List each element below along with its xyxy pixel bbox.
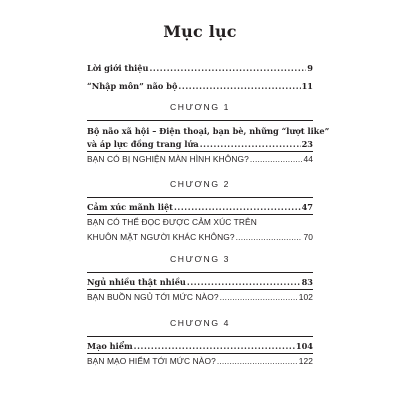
toc-entry-brain-intro[interactable] (87, 81, 313, 92)
entry-label: và áp lực đồng trang lứa (87, 139, 199, 149)
dot-leader (178, 81, 300, 92)
page-number: 102 (298, 292, 313, 302)
page-number: 11 (301, 81, 313, 91)
divider-line (87, 120, 313, 121)
page-number: 104 (295, 341, 313, 351)
divider-line (87, 272, 313, 273)
page-title: Mục lục (163, 22, 237, 41)
toc-entry-quiz-screen-addiction[interactable] (87, 154, 313, 165)
dot-leader (200, 139, 301, 150)
chapter-heading-4: CHƯƠNG 4 (170, 318, 230, 328)
divider-line (87, 214, 313, 215)
entry-label: KHUÔN MẶT NGƯỜI KHÁC KHÔNG? (87, 232, 235, 242)
chapter-heading-3: CHƯƠNG 3 (170, 254, 230, 264)
entry-label-line-1[interactable]: BẠN CÓ THỂ ĐỌC ĐƯỢC CẢM XÚC TRÊN (87, 217, 257, 227)
dot-leader (174, 202, 301, 213)
entry-label-line-1[interactable]: Bộ não xã hội – Điện thoại, bạn bè, những “lượt like” (87, 126, 330, 136)
divider-line (87, 289, 313, 290)
entry-label: BẠN CÓ BỊ NGHIỆN MÀN HÌNH KHÔNG? (87, 154, 249, 164)
page-number: 23 (301, 139, 313, 149)
divider-line (87, 151, 313, 152)
toc-entry-social-brain[interactable] (87, 139, 313, 150)
entry-label: Lời giới thiệu (87, 63, 149, 73)
dot-leader (187, 277, 301, 288)
entry-label: Mạo hiểm (87, 341, 133, 351)
divider-line (87, 353, 313, 354)
toc-entry-risk[interactable] (87, 341, 313, 352)
dot-leader (134, 341, 295, 352)
page-number: 122 (298, 356, 313, 366)
page-number: 9 (307, 63, 313, 73)
entry-label: Ngủ nhiều thật nhiều (87, 277, 186, 287)
dot-leader (250, 154, 303, 165)
toc-entry-sleep[interactable] (87, 277, 313, 288)
toc-entry-quiz-sleepy[interactable] (87, 292, 313, 303)
entry-label: Cảm xúc mãnh liệt (87, 202, 173, 212)
toc-entry-quiz-risk[interactable] (87, 356, 313, 367)
page-number: 70 (303, 232, 313, 242)
toc-entry-quiz-read-emotions[interactable] (87, 232, 313, 243)
divider-line (87, 336, 313, 337)
chapter-heading-1: CHƯƠNG 1 (170, 102, 230, 112)
toc-entry-strong-emotions[interactable] (87, 202, 313, 213)
divider-line (87, 197, 313, 198)
dot-leader (217, 356, 298, 367)
entry-label: BẠN BUỒN NGỦ TỚI MỨC NÀO? (87, 292, 219, 302)
toc-entry-intro[interactable] (87, 63, 313, 74)
entry-label: “Nhập môn” não bộ (87, 81, 178, 91)
dot-leader (149, 63, 306, 74)
page-number: 83 (301, 277, 313, 287)
chapter-heading-2: CHƯƠNG 2 (170, 179, 230, 189)
entry-label: BẠN MẠO HIỂM TỚI MỨC NÀO? (87, 356, 216, 366)
page-number: 44 (303, 154, 313, 164)
dot-leader (236, 232, 303, 243)
page-number: 47 (301, 202, 313, 212)
dot-leader (220, 292, 298, 303)
